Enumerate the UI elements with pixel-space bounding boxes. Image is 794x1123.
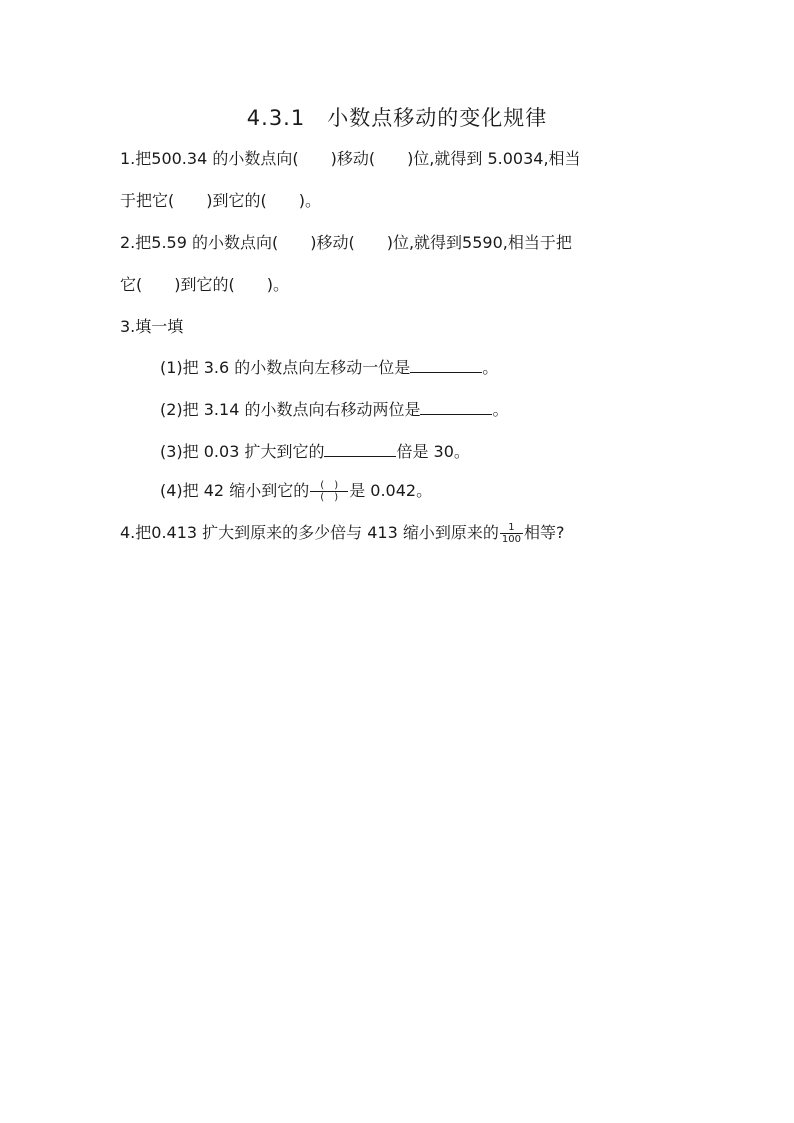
question-3-heading: 3.填一填 [120, 317, 184, 336]
blank-fraction[interactable] [310, 480, 348, 503]
fraction-denominator: 100 [501, 534, 521, 545]
fraction-denominator: ( ) [320, 492, 339, 503]
question-2-line-1: 2.把5.59 的小数点向( )移动( )位,就得到5590,相当于把 [120, 233, 572, 252]
item-1-text: (1)把 3.6 的小数点向左移动一位是 [160, 358, 411, 377]
page-title: 4.3.1 小数点移动的变化规律 [246, 106, 548, 130]
fraction-numerator: ( ) [310, 480, 348, 492]
fraction-numerator: 1 [500, 522, 523, 534]
answer-blank[interactable] [324, 440, 396, 457]
item-2-suffix: 。 [492, 400, 509, 419]
one-hundredth-fraction [500, 522, 523, 545]
question-3-item-2 [160, 398, 508, 421]
question-4-text: 4.把0.413 扩大到原来的多少倍与 413 缩小到原来的 [120, 523, 499, 542]
question-4-suffix: 相等? [523, 523, 565, 542]
question-3-item-1 [160, 356, 498, 379]
item-4-suffix: 是 0.042。 [349, 481, 433, 500]
question-2-line-2: 它( )到它的( )。 [120, 275, 289, 294]
item-2-text: (2)把 3.14 的小数点向右移动两位是 [160, 400, 421, 419]
question-1-line-2: 于把它( )到它的( )。 [120, 191, 321, 210]
question-3-item-3 [160, 440, 470, 463]
question-3-item-4 [160, 480, 432, 503]
item-4-text: (4)把 42 缩小到它的 [160, 481, 310, 500]
question-4 [120, 522, 564, 545]
item-1-suffix: 。 [482, 358, 499, 377]
answer-blank[interactable] [410, 356, 482, 373]
answer-blank[interactable] [420, 398, 492, 415]
question-1-line-1: 1.把500.34 的小数点向( )移动( )位,就得到 5.0034,相当 [120, 149, 581, 168]
item-3-text: (3)把 0.03 扩大到它的 [160, 442, 325, 461]
item-3-suffix: 倍是 30。 [396, 442, 470, 461]
